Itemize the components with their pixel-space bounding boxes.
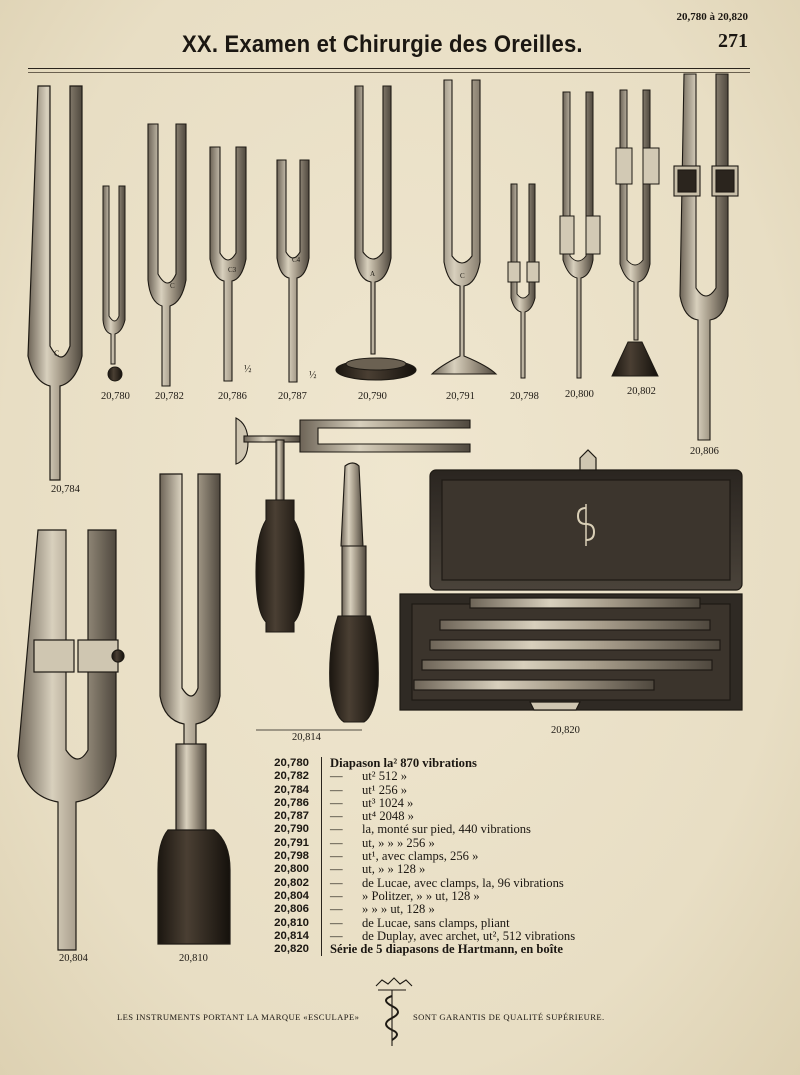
fork-20791 — [432, 80, 496, 374]
column-divider — [309, 837, 322, 850]
figure-label: 20,790 — [358, 391, 387, 402]
fork-mark: A — [370, 270, 376, 278]
page-number: 271 — [718, 30, 748, 52]
footer-note-left: LES INSTRUMENTS PORTANT LA MARQUE «ESCULAPE» — [117, 1012, 360, 1022]
figure-label: 20,784 — [51, 484, 80, 495]
catalog-ref: 20,814 — [274, 929, 309, 942]
fork-mark: C4 — [292, 256, 301, 264]
catalog-ref: 20,780 — [274, 757, 309, 769]
ditto-dash: — — [330, 822, 343, 837]
figure-label: 20,798 — [510, 391, 539, 402]
ditto-dash: — — [330, 928, 343, 943]
fork-mark: C — [460, 272, 465, 280]
catalog-description: » Politzer, » » ut, 128 » — [362, 888, 480, 903]
column-divider — [309, 850, 322, 863]
catalog-description: de Lucae, avec clamps, la, 96 vibrations — [362, 875, 564, 890]
catalog-row — [263, 770, 575, 783]
catalog-description: de Lucae, sans clamps, pliant — [362, 915, 510, 930]
column-divider — [309, 943, 322, 956]
catalog-description: de Duplay, avec archet, ut², 512 vibrations — [362, 928, 576, 943]
item-range: 20,780 à 20,820 — [676, 11, 748, 23]
catalog-row — [263, 890, 575, 903]
column-divider — [309, 863, 322, 876]
fork-20804 — [18, 530, 124, 950]
catalog-ref: 20,810 — [274, 916, 309, 929]
fork-mark: C3 — [228, 266, 237, 274]
catalog-ref: 20,786 — [274, 796, 309, 809]
catalog-row — [263, 784, 575, 797]
figure-label: 20,782 — [155, 391, 184, 402]
catalog-description: ut⁴ 2048 » — [362, 809, 414, 824]
catalog-ref: 20,802 — [274, 876, 309, 889]
figure-label: 20,814 — [292, 732, 321, 743]
catalog-description: ut¹ 256 » — [362, 782, 408, 797]
figure-label: 20,810 — [179, 953, 208, 964]
catalog-description: la, monté sur pied, 440 vibrations — [362, 822, 531, 837]
ditto-dash: — — [330, 809, 343, 824]
catalog-description: ut¹, avec clamps, 256 » — [362, 849, 479, 864]
catalog-row — [263, 823, 575, 836]
column-divider — [309, 903, 322, 916]
column-divider — [309, 797, 322, 810]
ditto-dash: — — [330, 782, 343, 797]
column-divider — [309, 890, 322, 903]
fraction-mark: ½ — [244, 364, 252, 375]
catalog-description: ut³ 1024 » — [362, 795, 414, 810]
fork-20798 — [508, 184, 539, 378]
ditto-dash: — — [330, 875, 343, 890]
catalog-description: ut, » » 128 » — [362, 862, 426, 877]
column-divider — [309, 784, 322, 797]
fork-20780 — [103, 186, 125, 381]
fork-20800 — [560, 92, 600, 378]
catalog-row — [263, 943, 575, 956]
ditto-dash: — — [330, 835, 343, 850]
catalog-description: » » » ut, 128 » — [362, 902, 435, 917]
ditto-dash: — — [330, 862, 343, 877]
catalog-row — [263, 850, 575, 863]
catalog-ref: 20,791 — [274, 836, 309, 849]
catalog-ref: 20,806 — [274, 903, 309, 916]
figure-label: 20,786 — [218, 391, 247, 402]
catalog-table — [263, 757, 575, 956]
catalog-ref: 20,804 — [274, 889, 309, 902]
catalog-row — [263, 877, 575, 890]
ditto-dash: — — [330, 888, 343, 903]
catalog-row — [263, 930, 575, 943]
ditto-dash: — — [330, 849, 343, 864]
fork-20784 — [28, 86, 82, 480]
figure-label: 20,791 — [446, 391, 475, 402]
fork-mark: C — [54, 349, 60, 358]
figure-label: 20,806 — [690, 446, 719, 457]
fork-mark: C — [170, 282, 175, 290]
catalog-description: Série de 5 diapasons de Hartmann, en boîte — [330, 942, 563, 957]
figure-label: 20,780 — [101, 391, 130, 402]
catalog-ref: 20,787 — [274, 810, 309, 823]
catalog-ref: 20,790 — [274, 823, 309, 836]
ditto-dash: — — [330, 769, 343, 784]
figure-label: 20,787 — [278, 391, 307, 402]
catalog-row — [263, 797, 575, 810]
catalog-row — [263, 810, 575, 823]
fork-20786 — [210, 147, 252, 381]
catalog-description: ut, » » » 256 » — [362, 835, 435, 850]
catalog-ref: 20,798 — [274, 850, 309, 863]
fork-20810 — [158, 474, 230, 944]
catalog-ref: 20,800 — [274, 863, 309, 876]
catalog-ref: 20,782 — [274, 770, 309, 783]
figure-label: 20,802 — [627, 386, 656, 397]
catalog-row — [263, 863, 575, 876]
catalog-row — [263, 837, 575, 850]
column-divider — [309, 930, 322, 943]
ditto-dash: — — [330, 915, 343, 930]
column-divider — [309, 770, 322, 783]
hartmann-case — [400, 450, 742, 710]
esculape-logo — [376, 978, 412, 1046]
catalog-description: ut² 512 » — [362, 769, 408, 784]
ditto-dash: — — [330, 902, 343, 917]
column-divider — [309, 757, 322, 770]
catalog-row — [263, 757, 575, 770]
fork-20806 — [674, 74, 738, 440]
fork-20802 — [612, 90, 659, 376]
figure-label: 20,800 — [565, 389, 594, 400]
catalog-description: Diapason la² 870 vibrations — [330, 756, 477, 770]
ditto-dash: — — [330, 795, 343, 810]
catalog-ref: 20,820 — [274, 943, 309, 956]
page-title: XX. Examen et Chirurgie des Oreilles. — [182, 31, 583, 58]
catalog-row — [263, 917, 575, 930]
figure-label: 20,804 — [59, 953, 88, 964]
catalog-ref: 20,784 — [274, 783, 309, 796]
fork-20787 — [277, 160, 317, 382]
column-divider — [309, 823, 322, 836]
column-divider — [309, 877, 322, 890]
catalog-row — [263, 903, 575, 916]
column-divider — [309, 917, 322, 930]
footer-note-right: SONT GARANTIS DE QUALITÉ SUPÉRIEURE. — [413, 1012, 605, 1022]
fork-20782 — [148, 124, 186, 386]
column-divider — [309, 810, 322, 823]
fraction-mark: ½ — [309, 370, 317, 381]
fork-20790 — [336, 86, 416, 380]
figure-label: 20,820 — [551, 725, 580, 736]
